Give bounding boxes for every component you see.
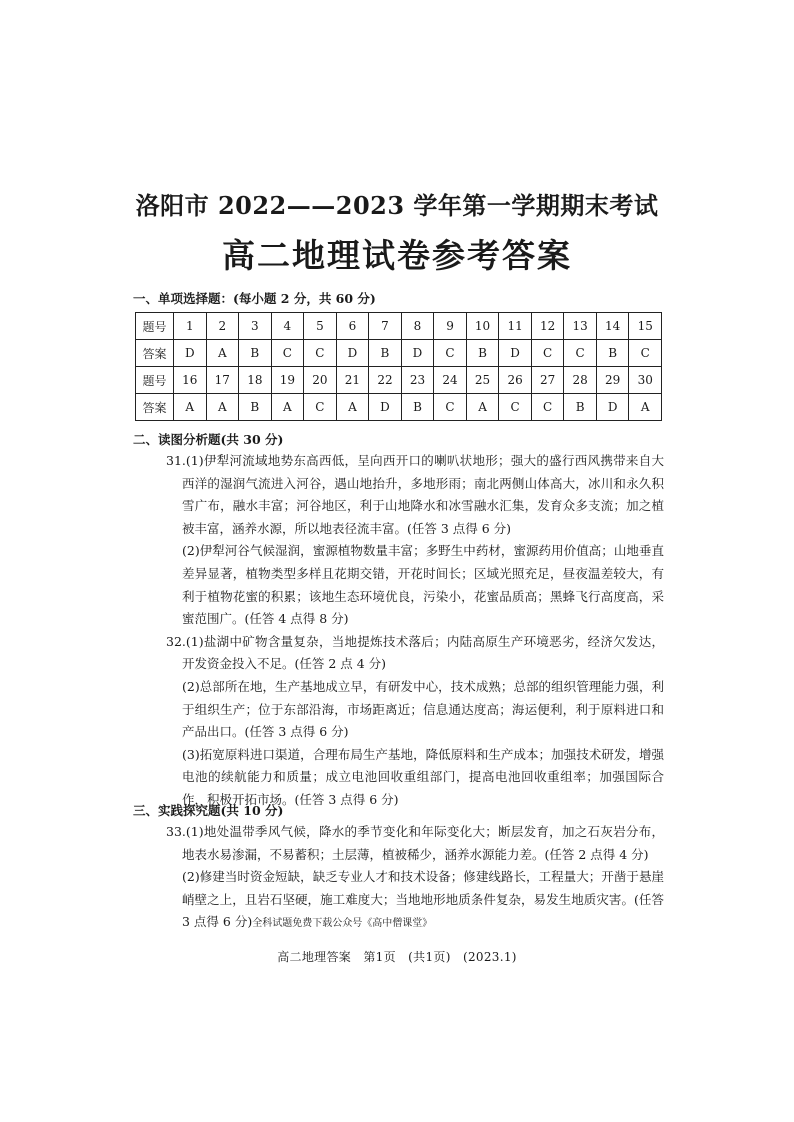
question-number-cell: 27 bbox=[531, 367, 564, 394]
question-number-cell: 18 bbox=[239, 367, 272, 394]
table-row bbox=[136, 340, 662, 367]
answer-table bbox=[135, 312, 662, 421]
question-number-cell: 15 bbox=[629, 313, 662, 340]
answer-cell: C bbox=[271, 340, 304, 367]
question-number-cell: 16 bbox=[174, 367, 207, 394]
answer-31-1: 31.(1)伊犁河流域地势东高西低，呈向西开口的喇叭状地形；强大的盛行西风携带来自大西洋的湿润气流进入河谷，遇山地抬升，多地形雨；南北两侧山体高大，冰川和永久积雪广布，融水丰富；河谷地区，利于山地降水和冰雪融水汇集，发育众多支流；加之植被丰富，涵养水源，所以地表径流丰富。(任答 3 点得 6 分) bbox=[166, 453, 664, 536]
answer-cell: A bbox=[206, 394, 239, 421]
question-number-cell: 12 bbox=[531, 313, 564, 340]
question-number-cell: 13 bbox=[564, 313, 597, 340]
answer-cell: C bbox=[304, 394, 337, 421]
question-number-cell: 4 bbox=[271, 313, 304, 340]
answer-cell: C bbox=[531, 394, 564, 421]
answer-cell: A bbox=[271, 394, 304, 421]
row-label: 答案 bbox=[136, 394, 174, 421]
answer-32-3: (3)拓宽原料进口渠道，合理布局生产基地，降低原料和生产成本；加强技术研发，增强电池的续航能力和质量；成立电池回收重组部门，提高电池回收重组率；加强国际合作，积极开拓市场。(任答 3 点得 6 分) bbox=[182, 746, 664, 807]
section2-body bbox=[132, 450, 664, 812]
answer-cell: A bbox=[629, 394, 662, 421]
row-label: 题号 bbox=[136, 313, 174, 340]
section3-body bbox=[132, 821, 664, 936]
table-row bbox=[136, 394, 662, 421]
answer-31-2: (2)伊犁河谷气候湿润，蜜源植物数量丰富；多野生中药材，蜜源药用价值高；山地垂直差异显著，植物类型多样且花期交错，开花时间长；区域光照充足，昼夜温差较大，有利于植物花蜜的积累；该地生态环境优良，污染小，花蜜品质高；黑蜂飞行高度高，采蜜范围广。(任答 4 点得 8 分) bbox=[182, 543, 664, 627]
question-number-cell: 23 bbox=[401, 367, 434, 394]
answer-32-1: 32.(1)盐湖中矿物含量复杂，当地提炼技术落后；内陆高原生产环境恶劣，经济欠发达，开发资金投入不足。(任答 2 点 4 分) bbox=[166, 633, 664, 672]
question-number-cell: 22 bbox=[369, 367, 402, 394]
answer-cell: A bbox=[206, 340, 239, 367]
answer-cell: D bbox=[369, 394, 402, 421]
answer-cell: B bbox=[239, 394, 272, 421]
answer-cell: D bbox=[596, 394, 629, 421]
question-number-cell: 10 bbox=[466, 313, 499, 340]
answer-33-2-wrapper bbox=[132, 866, 664, 936]
answer-cell: B bbox=[466, 340, 499, 367]
table-row bbox=[136, 313, 662, 340]
question-number-cell: 20 bbox=[304, 367, 337, 394]
answer-cell: C bbox=[304, 340, 337, 367]
answer-33-2: (2)修建当时资金短缺，缺乏专业人才和技术设备；修建线路长，工程量大；开凿于悬崖峭壁之上，且岩石坚硬，施工难度大；当地地形地质条件复杂，易发生地质灾害。(任答 3 点得 6 分) bbox=[182, 869, 664, 930]
answer-cell: D bbox=[499, 340, 532, 367]
answer-cell: B bbox=[564, 394, 597, 421]
question-number-cell: 3 bbox=[239, 313, 272, 340]
answer-cell: B bbox=[401, 394, 434, 421]
question-number-cell: 9 bbox=[434, 313, 467, 340]
section1-heading: 一、单项选择题：(每小题 2 分，共 60 分) bbox=[133, 291, 376, 306]
answer-cell: B bbox=[239, 340, 272, 367]
row-label: 答案 bbox=[136, 340, 174, 367]
question-number-cell: 7 bbox=[369, 313, 402, 340]
question-number-cell: 21 bbox=[336, 367, 369, 394]
question-number-cell: 2 bbox=[206, 313, 239, 340]
question-number-cell: 19 bbox=[271, 367, 304, 394]
answer-cell: C bbox=[531, 340, 564, 367]
answer-cell: A bbox=[466, 394, 499, 421]
answer-cell: D bbox=[336, 340, 369, 367]
question-number-cell: 17 bbox=[206, 367, 239, 394]
row-label: 题号 bbox=[136, 367, 174, 394]
question-number-cell: 29 bbox=[596, 367, 629, 394]
question-number-cell: 25 bbox=[466, 367, 499, 394]
page-footer: 高二地理答案 第1页 (共1页) (2023.1) bbox=[277, 950, 517, 964]
answer-cell: B bbox=[596, 340, 629, 367]
answer-33-1: 33.(1)地处温带季风气候，降水的季节变化和年际变化大；断层发育，加之石灰岩分布，地表水易渗漏，不易蓄积；土层薄，植被稀少，涵养水源能力差。(任答 2 点得 4 分) bbox=[166, 824, 664, 862]
answer-cell: C bbox=[434, 394, 467, 421]
answer-key-title: 高二地理试卷参考答案 bbox=[222, 236, 572, 275]
answer-cell: C bbox=[564, 340, 597, 367]
answer-cell: D bbox=[174, 340, 207, 367]
question-number-cell: 28 bbox=[564, 367, 597, 394]
answer-cell: A bbox=[336, 394, 369, 421]
exam-title: 洛阳市 2022——2023 学年第一学期期末考试 bbox=[135, 191, 659, 220]
question-number-cell: 30 bbox=[629, 367, 662, 394]
question-number-cell: 8 bbox=[401, 313, 434, 340]
answer-cell: A bbox=[174, 394, 207, 421]
table-row bbox=[136, 367, 662, 394]
question-number-cell: 14 bbox=[596, 313, 629, 340]
answer-cell: C bbox=[629, 340, 662, 367]
answer-cell: C bbox=[499, 394, 532, 421]
answer-cell: B bbox=[369, 340, 402, 367]
download-note: 全科试题免费下载公众号《高中僧课堂》 bbox=[252, 918, 433, 930]
section2-heading: 二、读图分析题(共 30 分) bbox=[133, 432, 284, 447]
question-number-cell: 5 bbox=[304, 313, 337, 340]
question-number-cell: 6 bbox=[336, 313, 369, 340]
question-number-cell: 1 bbox=[174, 313, 207, 340]
question-number-cell: 26 bbox=[499, 367, 532, 394]
section3-heading: 三、实践探究题(共 10 分) bbox=[133, 803, 284, 818]
question-number-cell: 11 bbox=[499, 313, 532, 340]
question-number-cell: 24 bbox=[434, 367, 467, 394]
answer-32-2: (2)总部所在地，生产基地成立早，有研发中心，技术成熟；总部的组织管理能力强，利于组织生产；位于东部沿海，市场距离近；信息通达度高；海运便利，利于原料进口和产品出口。(任答 3 点得 6 分) bbox=[182, 678, 664, 740]
answer-cell: C bbox=[434, 340, 467, 367]
answer-cell: D bbox=[401, 340, 434, 367]
